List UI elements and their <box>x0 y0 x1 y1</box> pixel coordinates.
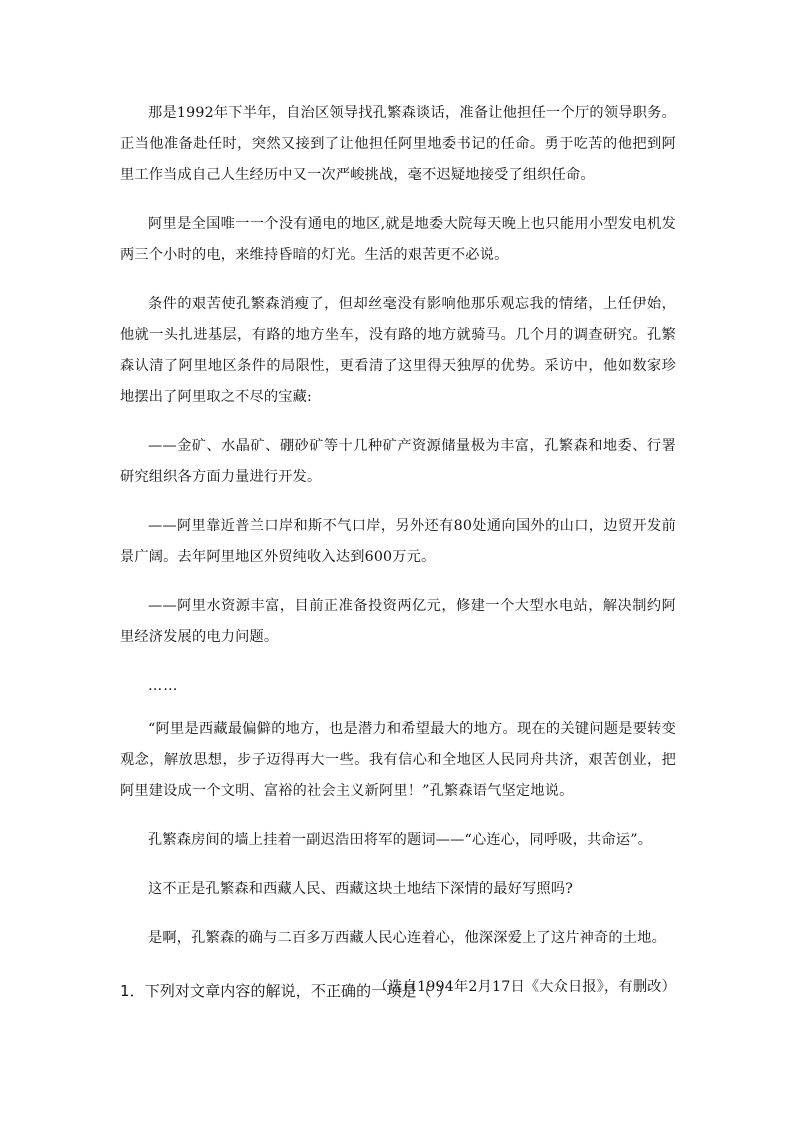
paragraph-5: ——阿里靠近普兰口岸和斯不气口岸，另外还有80处通向国外的山口，边贸开发前景广阔。去年阿里地区外贸纯收入达到600万元。 <box>120 518 676 565</box>
question-1: 1．下列对文章内容的解说，不正确的一项是（ ） <box>120 982 452 1000</box>
paragraph-1: 那是1992年下半年，自治区领导找孔繁森谈话，准备让他担任一个厅的领导职务。正当他准备赴任时，突然又接到了让他担任阿里地委书记的任命。勇于吃苦的他把到阿里工作当成自己人生经历中又一次严峻挑战，毫不迟疑地接受了组织任命。 <box>120 105 676 183</box>
paragraph-7: “阿里是西藏最偏僻的地方，也是潜力和希望最大的地方。现在的关键问题是要转变观念，解放思想，步子迈得再大一些。我有信心和全地区人民同舟共济，艰苦创业，把阿里建设成一个文明、富裕的社会主义新阿里！”孔繁森语气坚定地说。 <box>120 721 676 799</box>
paragraph-10: 是啊，孔繁森的确与二百多万西藏人民心连着心，他深深爱上了这片神奇的土地。 <box>148 930 666 946</box>
ellipsis-paragraph: …… <box>148 678 179 694</box>
paragraph-2: 阿里是全国唯一一个没有通电的地区,就是地委大院每天晚上也只能用小型发电机发两三个小时的电，来维持昏暗的灯光。生活的艰苦更不必说。 <box>120 216 676 263</box>
paragraph-8: 孔繁森房间的墙上挂着一副迟浩田将军的题词——“心连心，同呼吸，共命运”。 <box>148 832 653 848</box>
article-body <box>120 98 676 1003</box>
paragraph-9: 这不正是孔繁森和西藏人民、西藏这块土地结下深情的最好写照吗? <box>148 881 574 897</box>
paragraph-3: 条件的艰苦使孔繁森消瘦了，但却丝毫没有影响他那乐观忘我的情绪，上任伊始，他就一头扎进基层，有路的地方坐车，没有路的地方就骑马。几个月的调查研究。孔繁森认清了阿里地区条件的局限性，更看清了这里得天独厚的优势。采访中，他如数家珍地摆出了阿里取之不尽的宝藏: <box>120 296 676 405</box>
paragraph-4: ——金矿、水晶矿、硼砂矿等十几种矿产资源储量极为丰富，孔繁森和地委、行署研究组织各方面力量进行开发。 <box>120 438 676 485</box>
source-citation: （选自1994年2月17日《大众日报》，有删改） <box>373 979 676 995</box>
paragraph-6: ——阿里水资源丰富，目前正准备投资两亿元，修建一个大型水电站，解决制约阿里经济发展的电力问题。 <box>120 598 676 645</box>
